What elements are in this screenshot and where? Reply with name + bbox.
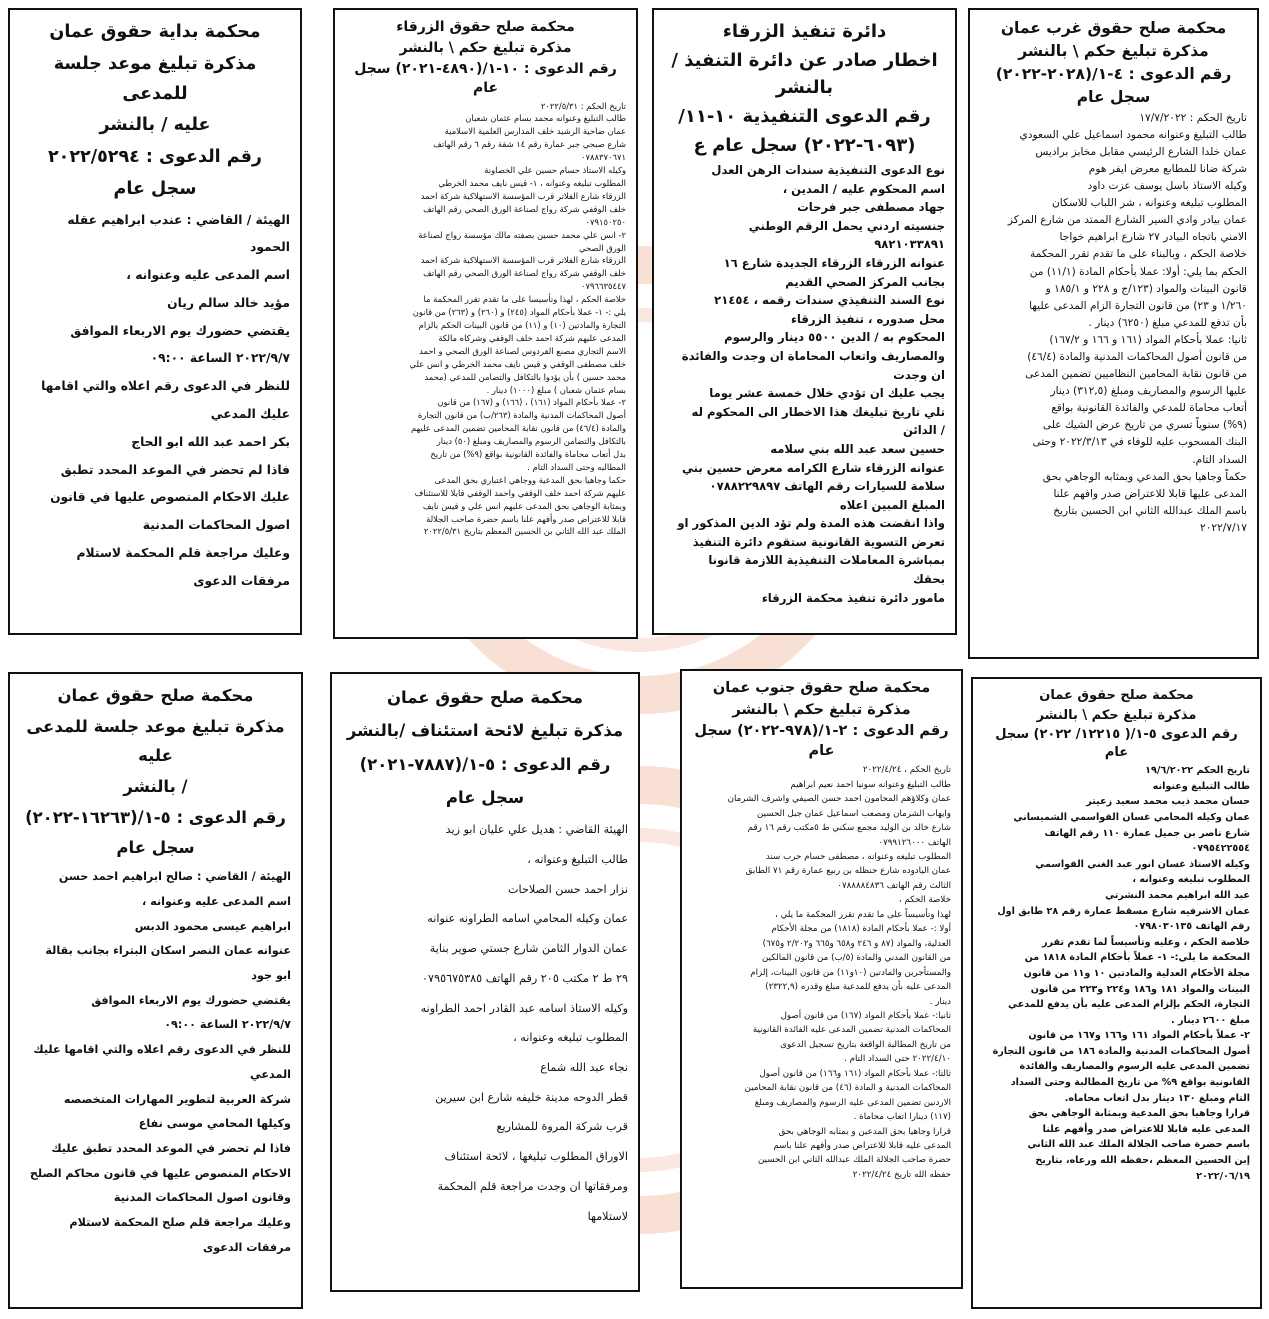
notice-line: عمان وكيله المحامي غسان القواسمي الشميساني <box>1013 811 1250 823</box>
notice-line: ثالثا:- عملا بأحكام المواد (١٦١ و١٦٦) من قانون أصول <box>759 1068 951 1079</box>
notice-line: قانون البينات والمواد (١٢٣/ج و ٢٢٨ و ١٨٥/١ و <box>1045 282 1247 295</box>
notice-line: يقتضي حضورك يوم الاربعاء الموافق <box>91 993 291 1007</box>
notice-line: وكيله الاستاذ اسامه عبد القادر احمد الطراونه <box>420 1001 628 1015</box>
notice-line: عنوانه الزرقاء الزرقاء الجديدة شارع ١٦ <box>723 255 945 270</box>
notice-line: قابلا للاعتراض صدر وأفهم علنا باسم حضرة صاحب الجلالة <box>426 513 626 524</box>
notice-line: شارع ناصر بن جميل عمارة ١١٠ رقم الهاتف <box>1044 827 1250 839</box>
notice-line: بكر احمد عبد الله ابو الحاج <box>131 434 290 449</box>
court-name: محكمة صلح حقوق الزرقاء <box>396 19 575 35</box>
notice-zarqa-judgment <box>333 8 638 639</box>
notice-line: القانونية بواقع ٩% من تاريخ المطالبة وحتى السداد <box>1010 1077 1250 1089</box>
notice-line: المحاكمات المدنية و المادة (٤٦) من قانون نقابة المحامين <box>744 1083 951 1094</box>
notice-line: باسم الملك عبدالله الثاني ابن الحسين بتاريخ <box>1053 504 1247 517</box>
notice-line: لهذا وتأسيساً على ما تقدم تقرر المحكمة ما يلي ، <box>775 909 951 920</box>
notice-line: بسام عثمان شعبان ) مبلغ (١٠٠٠) دينار . <box>486 384 626 395</box>
notice-line: نزار احمد حسن الصلاحات <box>508 882 628 896</box>
notice-line: العدلية، والمواد (٨٧ و ٢٤٦ و٦٥٨ و٦٦٥ و٢/٢٠٢ و٦٧٥) <box>762 938 951 949</box>
notice-line: عمان بيادر وادي السير الشارع الممتد من شارع المركز <box>1007 214 1247 227</box>
notice-line: ٠٧٩١٥٠٢٥٠ <box>585 216 626 227</box>
notice-line: خلاصة الحكم ، <box>898 895 951 906</box>
notice-line: اسم المدعى عليه وعنوانه ، <box>126 268 290 283</box>
notice-heading: مذكرة تبليغ موعد جلسة للمدعى عليه <box>26 716 285 765</box>
notice-line: التجارة، الحكم بإلزام المدعى عليه بأن يدفع للمدعي <box>1008 999 1250 1011</box>
notice-line: ٢٠٢٢/٠٦/١٩ <box>1196 1170 1250 1182</box>
notice-line: المطلوب تبليغه وعنوانه ، شر اللباب للاسكان <box>1052 197 1247 210</box>
notice-line: المدعى عليه قابلا للاعتراض صدر وأفهم علنا باسم <box>773 1141 951 1152</box>
notice-line: أصول المحاكمات المدنية والمادة (٢٦٣/ب) من قانون التجارة <box>417 410 626 421</box>
court-name: محكمة صلح حقوق غرب عمان <box>1000 19 1227 37</box>
notice-line: مامور دائرة تنفيذ محكمة الزرقاء <box>761 590 945 605</box>
notice-line: الاردنين تضمين المدعى عليه الرسوم والمصاريف ومبلغ <box>754 1097 951 1108</box>
notice-line: المحكمة ما يلي:- ١- عملاً بأحكام المادة ١٨١٨ من <box>1024 952 1250 964</box>
notice-line: ٠٧٩٦٦٣٥٤٤٧ <box>581 281 626 292</box>
notice-heading: رقم الدعوى : ٢-١/(٩٧٨-٢٠٢٢) سجل عام <box>694 723 949 759</box>
court-name: دائرة تنفيذ الزرقاء <box>722 21 887 42</box>
notice-line: ٢- عملاً بأحكام المواد ١٦١ و١٦٦ و١٦٧ من قانون <box>1028 1030 1250 1042</box>
notice-line: التجارة والمادتين (١٠) و (١١) من قانون البينات الحكم بالزام <box>418 319 626 330</box>
notice-zarqa-execution <box>652 8 957 635</box>
notice-line: المدعى عليهم شركة احمد خلف الوقفي وشركاه مالكة <box>438 332 626 343</box>
notice-line: المطالبه وحتى السداد التام . <box>527 461 626 472</box>
notice-line: مجلة الأحكام العدلية والمادتين ١٠ و١١ من قانون <box>1023 967 1250 979</box>
notice-line: الهاتف ٠٧٩٩١٢٦٠٠٠ <box>878 837 951 848</box>
notice-amman-judgment <box>971 677 1262 1309</box>
notice-line: خلاصة الحكم ، وبالبناء على ما تقدم تقرر المحكمة <box>1030 248 1247 261</box>
notice-line: المدعى عليه بأن يدفع للمدعية مبلغ وقدره (٢٣٢٢,٩) <box>765 982 951 993</box>
notice-line: عليك المدعي <box>210 407 290 422</box>
notice-line: تعرض التسوية القانونية ستقوم دائرة التنفيذ <box>692 534 945 549</box>
notice-heading: مذكرة تبليغ حكم \ بالنشر <box>1036 707 1197 723</box>
notice-line: عمان ضاحية الرشيد خلف المدارس العلمية الاسلامية <box>444 126 626 137</box>
notice-line: للنظر في الدعوى رقم اعلاه والتي اقامها <box>41 379 290 394</box>
notice-heading: رقم الدعوى : ٢٠٢٢/٥٢٩٤ <box>47 147 263 167</box>
notice-line: تضمين المدعى عليه الرسوم والمصاريف والفائدة <box>1019 1061 1250 1073</box>
notice-line: خلف الوقفي شركة رواج لصناعة الورق الصحي رقم الهاتف <box>423 203 626 214</box>
notice-line: دينار . <box>929 996 951 1007</box>
notice-line: طالب التبليغ وعنوانه ، <box>527 853 628 867</box>
notice-line: عمان وكلاؤهم المحامون احمد حسن الصيفي واشرف الشرمان <box>727 794 951 805</box>
notice-line: عمان الدوار الثامن شارع جستي صوير بناية <box>429 942 628 956</box>
notice-line: مؤيد خالد سالم ريان <box>167 295 290 310</box>
notice-heading: رقم الدعوى التنفيذية ١٠-١١/ <box>678 106 931 127</box>
notice-line: فاذا لم تحضر في الموعد المحدد تطبق <box>60 462 290 477</box>
notice-line: عبد الله ابراهيم محمد النشرتي <box>1105 889 1250 901</box>
notice-line: من قانون نقابة المحامين النظاميين تضمين المدعى <box>1025 368 1247 381</box>
notice-line: وعليك مراجعة قلم صلح المحكمة لاستلام <box>69 1216 291 1230</box>
notice-line: الملك عبد الله الثاني بن الحسين المعظم بتاريخ ٢٠٢٢/٥/٣١ <box>423 526 626 537</box>
notice-line: يقتضي حضورك يوم الاربعاء الموافق <box>70 323 290 338</box>
notice-line: ٢٠٢٢/٩/٧ الساعة ٠٩:٠٠ <box>164 1018 291 1032</box>
notice-line: لاستلامها <box>587 1209 628 1223</box>
notice-line: رقم الهاتف ٠٧٩٨٠٣٠١٣٥ <box>1133 921 1250 933</box>
notice-line: بمباشرة المعاملات التنفيذية اللازمة قانونا <box>708 553 945 568</box>
notice-line: والمصاريف واتعاب المحاماة ان وجدت والفائدة <box>681 348 945 363</box>
notice-line: وبمثابة الوجاهي بحق المدعى عليهم انس علي و قيس نايف <box>422 500 626 511</box>
notice-heading: رقم الدعوى : ٥-١/(١٦٢٦٣-٢٠٢٢) <box>25 807 286 827</box>
notice-line: للنظر في الدعوى رقم اعلاه والتي اقامها عليك <box>33 1043 291 1057</box>
notice-line: حفظه الله تاريخ ٢٠٢٢/٤/٢٤ <box>852 1169 951 1180</box>
notice-line: عمان اليادوده شارع حنظله بن ربيع عمارة رقم ٧١ الطابق <box>745 866 951 877</box>
notice-line: أتعاب محاماة للمدعي والفائدة القانونية بواقع <box>1051 402 1247 415</box>
notice-line: قطر الدوحه مدينة خليفه شارع ابن سيرين <box>435 1090 628 1104</box>
notice-line: والمادة (٤٦/٤) من قانون نقابة المحامين تضمين المدعى عليهم <box>410 423 626 434</box>
notice-line: البينات والمواد ١٨١ و١٨٦ و٢٢٤ و٢٢٣ من قانون <box>1030 983 1250 995</box>
notice-line: بجانب المركز الصحي القديم <box>785 274 945 289</box>
court-name: محكمة صلح حقوق عمان <box>1039 688 1194 703</box>
notice-line: (٩%) سنوياً تسري من تاريخ عرض الشيك على <box>1042 419 1247 432</box>
notice-line: ٢- عملا بأحكام المواد (١٦١) ، (١٦٦) و (١٦٧) من قانون <box>437 397 626 408</box>
notice-line: باسم حضرة صاحب الجلالة الملك عبد الله الثاني <box>1027 1139 1250 1151</box>
notice-line: من تاريخ المطالبة الواقعة بتاريخ تسجيل الدعوى <box>780 1039 951 1050</box>
notice-line: ٢٠٢٢/٧/١٧ <box>1200 521 1247 534</box>
notice-line: نوع السند التنفيذي سندات رقمه ، ٢١٤٥٤ <box>714 293 945 308</box>
notice-line: الورق الصحي <box>579 242 626 253</box>
notice-line: خلاصة الحكم ، لهذا وتأسيسا على ما تقدم تقرر المحكمة ما <box>423 294 626 305</box>
notice-line: طالب التبليغ وعنوانه <box>1152 780 1250 792</box>
notice-line: محل صدوره ، تنفيذ الزرقاء <box>790 311 945 326</box>
notice-line: اسم المدعى عليه وعنوانه ، <box>142 894 291 908</box>
notice-line: الهيئة / القاضي : صالح ابراهيم احمد حسن <box>58 870 291 884</box>
notice-line: طالب التبليغ وعنوانه محمد بسام عثمان شعبان <box>465 113 626 124</box>
notice-line: (١١٧) دينارا اتعاب محاماة . <box>853 1112 951 1123</box>
notice-line: عليهم شركة احمد خلف الوقفي واحمد الوقفي قابلا للاستئناف <box>414 487 626 498</box>
notice-line: المدعي <box>250 1067 291 1081</box>
notice-west-amman-judgment <box>968 8 1259 659</box>
notice-line: محمد حسين ) بأن يؤدوا بالتكافل والتضامن للمدعي (محمد <box>424 371 626 382</box>
notice-line: تاريخ الحكم ١٩/٦/٢٠٢٢ <box>1145 765 1250 777</box>
notice-line: الامني باتجاه البيادر ٢٧ شارع ابراهيم خواجا <box>1059 231 1247 244</box>
notice-line: ٢٩ ط ٢ مكتب ٢٠٥ رقم الهاتف ٠٧٩٥٦٧٥٣٨٥ <box>422 971 628 985</box>
notice-line: ابراهيم عيسى محمود الدبس <box>134 919 291 933</box>
court-name: محكمة صلح حقوق عمان <box>57 686 254 705</box>
notice-heading: مذكرة تبليغ لائحة استئناف /بالنشر <box>346 721 624 741</box>
notice-line: شارع خالد بن الوليد مجمع سكني ط ٥مكتب رقم ١٦ رقم <box>747 823 951 834</box>
notice-line: قرارا وجاهيا بحق المدعية وبمثابة الوجاهي بحق <box>1028 1108 1250 1120</box>
notice-line: تاريخ الحكم ، ٢٠٢٢/٤/٢٤ <box>862 765 951 776</box>
court-name: محكمة بداية حقوق عمان <box>49 22 261 42</box>
notice-line: المطلوب تبليغه وعنوانه ، ١- قيس نايف محمد الخرطي <box>438 178 626 188</box>
notice-line: حكما وجاهيا بحق المدعية ووجاهي اعتباري بحق المدعى <box>434 474 626 485</box>
notice-heading: سجل عام <box>116 838 195 858</box>
notice-line: تلي تاريخ تبليغك هذا الاخطار الى المحكوم له <box>691 404 945 419</box>
notice-line: الاوراق المطلوب تبليغها ، لائحة استئناف <box>444 1150 628 1164</box>
notice-line: اسم المحكوم عليه / المدين ، <box>782 181 945 196</box>
notice-line: حكماً وجاهيا بحق المدعي وبمثابه الوجاهي بحق <box>1042 470 1247 483</box>
notice-line: والمستأجرين والمادتين (١٠و١١) من قانون البينات، إلزام <box>750 967 951 978</box>
notice-line: جهاد مصطفى جبر فرحات <box>797 200 945 215</box>
notice-heading: اخطار صادر عن دائرة التنفيذ / بالنشر <box>671 50 938 98</box>
notice-line: سلامة للسيارات رقم الهاتف ٠٧٨٨٢٢٩٨٩٧ <box>709 479 945 494</box>
notice-amman-appeal <box>330 672 640 1292</box>
notice-line: تاريخ الحكم : ٢٠٢٢/٥/٣١ <box>540 100 626 111</box>
notice-heading: مذكرة تبليغ حكم \ بالنشر <box>732 701 911 718</box>
notice-line: التام ومبلغ ١٣٠ دينار بدل اتعاب محاماه. <box>1064 1092 1250 1104</box>
notice-line: يلي :- ١- عملا بأحكام المواد (٢٤٥) و (٢٦٠) و (٢٦٣) من قانون <box>412 307 626 318</box>
notice-line: قرب شركة المروة للمشاريع <box>496 1120 628 1134</box>
notice-line: مرفقات الدعوى <box>193 573 290 588</box>
notice-line: المبلغ المبين اعلاه <box>839 497 945 512</box>
notice-heading: سجل عام <box>1076 87 1151 106</box>
notice-line: المحاكمات المدنية تضمين المدعى عليه الفائدة القانونية <box>752 1025 951 1036</box>
notice-line: يجب عليك ان تؤدي خلال خمسة عشر يوما <box>709 386 945 401</box>
notice-line: ٢٠٢٢/٩/٧ الساعة ٠٩:٠٠ <box>150 351 290 366</box>
notice-heading: سجل عام <box>113 178 197 199</box>
notice-line: ٠٧٨٨٣٧٠٦٧١ <box>581 152 626 163</box>
notice-line: الثالث رقم الهاتف ٠٧٨٨٨٨٤٨٣٦ <box>837 880 951 891</box>
notice-line: / الدائن <box>902 423 945 438</box>
notice-line: ٢٠٢٢/٤/١٠ حتى السداد التام . <box>844 1054 951 1065</box>
notice-line: نجاء عبد الله شماع <box>540 1061 628 1074</box>
notice-line: ٢- انس علي محمد حسين بصفته مالك مؤسسة رواج لصناعة <box>418 229 626 240</box>
notice-heading: رقم الدعوى : ٥-١/(٧٨٨٧-٢٠٢١) <box>359 754 611 774</box>
notice-heading: رقم الدعوى : ١٠-١/(٤٨٩٠-٢٠٢١) سجل عام <box>354 60 617 96</box>
notice-line: ٠٧٩٥٤٢٢٥٥٤ <box>1191 843 1250 855</box>
notice-line: مبلغ ٢٦٠٠ دينار . <box>1170 1014 1250 1026</box>
notice-line: الحكم بما يلي: أولا: عملا بأحكام المادة (١١/١) من <box>1029 265 1247 278</box>
notice-line: ان وجدت <box>893 367 945 382</box>
court-name: محكمة صلح حقوق عمان <box>386 688 584 707</box>
notice-amman-first-instance-hearing <box>8 8 302 635</box>
notice-heading: (٦٠٩٣-٢٠٢٢) سجل عام ع <box>693 135 916 156</box>
notice-heading: سجل عام <box>445 788 525 808</box>
notice-line: فاذا لم تحضر في الموعد المحدد تطبق عليك <box>51 1141 291 1155</box>
notice-heading: مذكرة تبليغ حكم \ بالنشر <box>399 39 572 56</box>
notice-line: أولا :- عملا بأحكام المادة (١٨١٨) من مجلة الأحكام <box>771 924 951 935</box>
notice-line: أصول المحاكمات المدنية والمادة ١٨٦ من قانون التجارة <box>992 1045 1250 1057</box>
notice-line: تاريخ الحكم : ١٧/٧/٢٠٢٢ <box>1139 111 1247 124</box>
notice-line: إبن الحسين المعظم ،حفظه الله ورعاه، بتاريخ <box>1035 1155 1250 1167</box>
notice-line: وكيله الاستاذ غسان انور عبد الغني القواسمي <box>1035 858 1250 870</box>
notice-line: المطلوب تبليغه وعنوانه ، <box>1132 874 1250 886</box>
notice-line: المطلوب تبليغه وعنوانه ، <box>513 1031 628 1045</box>
court-name: محكمة صلح حقوق جنوب عمان <box>712 680 931 696</box>
notice-line: حسين سعد عبد الله بني سلامه <box>770 441 945 456</box>
notice-line: ابو جود <box>251 969 291 983</box>
notice-line: واذا انقضت هذه المدة ولم تؤد الدين المذكور او <box>677 516 945 531</box>
notice-line: بدل أتعاب محاماة والفائدة القانونية بواقع (٩%) من تاريخ <box>430 449 626 460</box>
notice-line: الزرقاء شارع الفلاتر قرب المؤسسة الاستهلاكية شركة احمد <box>420 255 626 266</box>
notice-line: ٩٨٢١٠٣٣٨٩١ <box>874 237 945 252</box>
notice-heading: / بالنشر <box>123 776 188 796</box>
notice-line: خلف الوقفي شركة رواج لصناعة الورق الصحي رقم الهاتف <box>423 268 626 279</box>
notice-line: وكيلها المحامي موسى نفاع <box>138 1117 291 1131</box>
notice-heading: عليه / بالنشر <box>99 115 211 136</box>
notice-line: المحكوم به / الدين ٥٥٠٠ دينار والرسوم <box>724 330 945 345</box>
notice-line: الاحكام المنصوص عليها في قانون محاكم الصلح <box>29 1166 291 1180</box>
notice-line: شارع صبحي جبر عمارة رقم ١٤ شقة رقم ٦ رقم الهاتف <box>433 139 626 150</box>
notice-line: بحقك <box>913 572 945 587</box>
notice-line: ١/٢٦٠ و ٢٣) من قانون التجارة الزام المدعى عليها <box>1029 299 1247 312</box>
notice-line: الهيئة / القاضي : عندب ابراهيم عقله <box>67 212 290 227</box>
notice-line: البنك المسحوب عليه للوفاء في ٢٠٢٢/٣/١٣ وحتى <box>1032 436 1247 449</box>
notice-line: الاسم التجاري مصنع الفردوس لصناعة الورق الصحي و احمد <box>419 345 626 356</box>
notice-line: عمان خلدا الشارع الرئيسي مقابل مخابز براديس <box>1035 145 1247 158</box>
notice-line: ثانيا: عملا بأحكام المواد (١٦١ و ١٦٦ و ١٦٧/٢) <box>1049 333 1247 346</box>
notice-line: عنوانه عمان النصر اسكان البتراء بجانب بقالة <box>45 944 291 958</box>
notice-line: المطلوب تبليغه وعنوانه ، مصطفى حسام حرب سند <box>765 851 951 862</box>
notice-line: ثانيا:- عملا بأحكام المواد (١٦٧) من قانون أصول <box>780 1010 951 1021</box>
notice-heading: رقم الدعوى : ٤-١/(٢٠٢٨-٢٠٢٢) <box>995 64 1232 83</box>
notice-line: عليها الرسوم والمصاريف ومبلغ (٣١٢,٥) دينار <box>1050 385 1247 398</box>
notice-line: وقانون اصول المحاكمات المدنية <box>113 1191 291 1205</box>
notice-line: وايهاب الشرمان ومصعب اسماعيل عمان جبل الحسين <box>756 808 951 819</box>
notice-line: قرارا وجاهيا بحق المدعين و بمثابه الوجاهي بحق <box>778 1126 951 1137</box>
notice-line: نوع الدعوى التنفيذية سندات الرهن العدل <box>711 163 945 177</box>
notice-line: طالب التبليغ وعنوانه محمود اسماعيل علي السعودي <box>1019 128 1247 141</box>
notice-heading: مذكرة تبليغ موعد جلسة للمدعى <box>53 53 257 104</box>
notice-line: عمان الاشرفيه شارع مسقط عمارة رقم ٢٨ طابق اول <box>997 905 1250 917</box>
notice-line: الحمود <box>250 240 290 255</box>
notice-line: من القانون المدني والمادة (٥/ب) من قانون المالكين <box>762 953 951 964</box>
notice-line: حسان محمد ذيب محمد سعيد زعيتر <box>1086 796 1250 808</box>
notice-line: السداد التام. <box>1192 453 1247 466</box>
notice-line: حضرة صاحب الجلالة الملك عبدالله الثاني ابن الحسين <box>758 1155 951 1166</box>
notice-amman-hearing <box>8 672 303 1309</box>
notice-line: خلف مصطفى الوقفي و قيس نايف محمد الخرطي و انس علي <box>409 358 626 369</box>
notice-line: الزرقاء شارع الفلاتر قرب المؤسسة الاستهلاكية شركة احمد <box>420 190 626 201</box>
notice-line: اصول المحاكمات المدنية <box>142 518 290 533</box>
notice-heading: رقم الدعوى ٥-١/( ١٢٢١٥/ ٢٠٢٢) سجل عام <box>995 727 1238 760</box>
notice-line: بأن تدفع للمدعي مبلغ (٦٢٥٠) دينار . <box>1088 316 1247 329</box>
notice-line: شركة العربية لتطوير المهارات المتخصصه <box>63 1092 291 1106</box>
notice-line: شركة ضانا للمطابع معرض ايفر هوم <box>1088 162 1247 175</box>
notice-line: مرفقات الدعوى <box>202 1240 291 1254</box>
notice-line: عنوانه الزرقاء شارع الكرامه معرض حسين بني <box>681 460 945 475</box>
notice-line: المدعى عليها قابلا للاعتراض صدر وافهم علنا <box>1053 487 1247 500</box>
notice-line: وكيله الاستاذ حسام حسين علي الخصاونة <box>484 165 626 176</box>
notice-heading: مذكرة تبليغ حكم \ بالنشر <box>1018 41 1209 60</box>
notice-line: عمان وكيله المحامي اسامه الطراونه عنوانه <box>427 912 628 926</box>
notice-line: طالب التبليغ وعنوانه سونيا احمد نعيم ابراهيم <box>790 779 951 790</box>
notice-line: بالتكافل والتضامن الرسوم والمصاريف ومبلغ (٥٠) دينار <box>436 436 626 447</box>
notice-line: وعليك مراجعة قلم المحكمة لاستلام <box>76 546 290 561</box>
notice-line: الهيئة القاضي : هديل علي عليان ابو زيد <box>445 823 628 837</box>
notice-south-amman-judgment <box>680 669 963 1289</box>
notice-line: ومرفقاتها ان وجدت مراجعة قلم المحكمة <box>437 1179 628 1193</box>
notice-line: المدعى عليه قابلا للاعتراض صدر وأفهم علنا <box>1042 1123 1250 1135</box>
notice-line: جنسيته اردني يحمل الرقم الوطني <box>748 218 945 233</box>
notice-line: عليك الاحكام المنصوص عليها في قانون <box>50 490 290 505</box>
notice-line: من قانون أصول المحاكمات المدنية والمادة (٤٦/٤) <box>1027 351 1247 363</box>
notice-line: وكيله الاستاذ باسل يوسف عزت داود <box>1087 180 1247 193</box>
notice-line: خلاصة الحكم ، وعليه وتأسيساً لما تقدم تقرر <box>1042 936 1250 948</box>
